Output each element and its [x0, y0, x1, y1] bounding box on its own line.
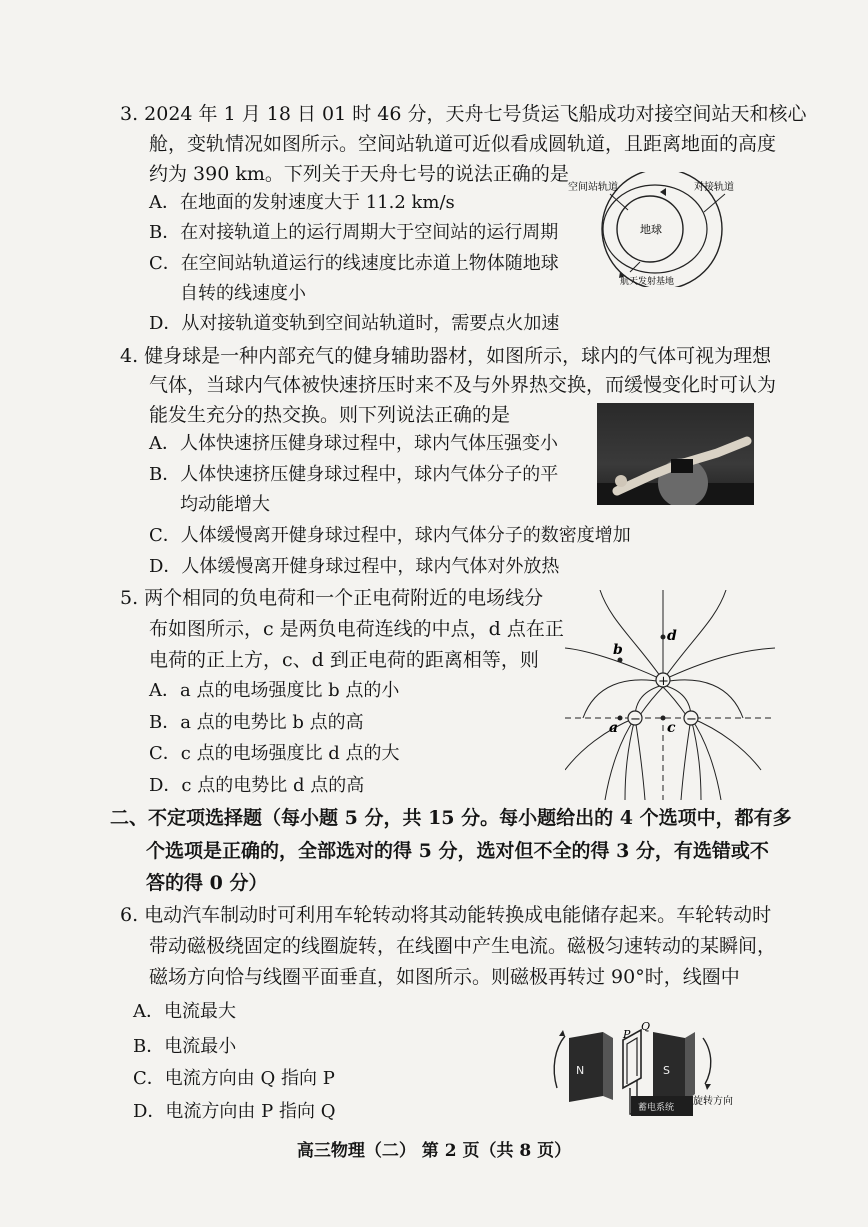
q4-line-2: 气体，当球内气体被快速挤压时来不及与外界热交换，而缓慢变化时可认为	[149, 374, 777, 396]
label-q: Q	[641, 1020, 651, 1033]
q4-option-c: C．人体缓慢离开健身球过程中，球内气体分子的数密度增加	[149, 525, 631, 546]
station-orbit-pointer	[610, 194, 628, 210]
label-rotation-direction: 旋转方向	[693, 1096, 733, 1107]
q4-option-d: D．人体缓慢离开健身球过程中，球内气体对外放热	[149, 556, 560, 577]
rotation-arrowhead-left	[559, 1030, 565, 1036]
q6-option-b: B．电流最小	[133, 1036, 237, 1057]
plus-sign: +	[658, 674, 669, 689]
coil-inner	[627, 1038, 637, 1084]
point-b	[618, 658, 623, 663]
point-d	[661, 635, 666, 640]
orbit-arrow	[660, 188, 666, 196]
q5-option-c: C．c 点的电场强度比 d 点的大	[149, 743, 400, 764]
point-c	[661, 716, 666, 721]
q5-line-2: 布如图所示，c 是两负电荷连线的中点，d 点在正	[149, 618, 564, 640]
rotation-arrowhead-right	[705, 1084, 711, 1090]
label-earth: 地球	[640, 223, 662, 236]
field-lines	[565, 590, 775, 800]
page-footer: 高三物理（二） 第 2 页（共 8 页）	[296, 1141, 572, 1161]
label-p: P	[623, 1028, 631, 1041]
q3-line-3: 约为 390 km。下列关于天舟七号的说法正确的是	[149, 163, 569, 185]
q6-line-2: 带动磁极绕固定的线圈旋转，在线圈中产生电流。磁极匀速转动的某瞬间，	[149, 935, 777, 957]
rotation-arrow-left	[554, 1036, 565, 1088]
q5-line-3: 电荷的正上方，c、d 到正电荷的距离相等，则	[149, 649, 539, 671]
label-docking-orbit: 对接轨道	[694, 182, 734, 193]
q4-line-1: 4. 健身球是一种内部充气的健身辅助器材，如图所示，球内的气体可视为理想	[120, 345, 772, 367]
q3-line-2: 舱，变轨情况如图所示。空间站轨道可近似看成圆轨道，且距离地面的高度	[149, 133, 777, 155]
q5-option-d: D．c 点的电势比 d 点的高	[149, 775, 365, 796]
label-d: d	[667, 628, 677, 644]
generator-figure	[545, 1018, 745, 1130]
q5-line-1: 5. 两个相同的负电荷和一个正电荷附近的电场线分	[120, 587, 544, 609]
magnet-n	[569, 1032, 603, 1102]
q3-option-d: D．从对接轨道变轨到空间站轨道时，需要点火加速	[149, 313, 560, 334]
q4-option-b-cont: 均动能增大	[180, 494, 270, 515]
q3-line-1: 3. 2024 年 1 月 18 日 01 时 46 分，天舟七号货运飞船成功对接空间站天和核心	[120, 103, 807, 125]
label-storage: 蓄电系统	[638, 1103, 675, 1113]
q4-option-b: B．人体快速挤压健身球过程中，球内气体分子的平	[149, 464, 559, 485]
electric-field-figure	[565, 590, 775, 800]
q6-option-c: C．电流方向由 Q 指向 P	[133, 1068, 335, 1089]
q4-line-3: 能发生充分的热交换。则下列说法正确的是	[149, 404, 511, 426]
label-n: N	[576, 1064, 585, 1077]
minus-sign-left: −	[630, 712, 641, 727]
q5-option-b: B．a 点的电势比 b 点的高	[149, 712, 364, 733]
label-b: b	[613, 642, 623, 658]
q3-option-c: C．在空间站轨道运行的线速度比赤道上物体随地球	[149, 253, 559, 274]
section2-line-1: 二、不定项选择题（每小题 5 分，共 15 分。每小题给出的 4 个选项中，都有多	[110, 807, 792, 829]
label-c: c	[667, 720, 676, 736]
q6-option-d: D．电流方向由 P 指向 Q	[133, 1101, 336, 1122]
fitness-ball-illustration	[597, 403, 754, 505]
label-a: a	[609, 720, 619, 736]
fitness-ball-photo	[597, 403, 754, 505]
q6-option-a: A．电流最大	[133, 1001, 236, 1022]
q6-line-3: 磁场方向恰与线圈平面垂直，如图所示。则磁极再转过 90°时，线圈中	[149, 966, 740, 988]
q3-option-c-cont: 自转的线速度小	[180, 283, 306, 304]
section2-line-3: 答的得 0 分）	[146, 872, 268, 894]
q3-option-a: A．在地面的发射速度大于 11.2 km/s	[149, 192, 455, 213]
label-station-orbit: 空间站轨道	[568, 182, 618, 193]
person-head	[615, 475, 627, 487]
person-shorts	[671, 459, 693, 473]
q6-line-1: 6. 电动汽车制动时可利用车轮转动将其动能转换成电能储存起来。车轮转动时	[120, 904, 772, 926]
orbit-figure	[560, 172, 740, 287]
magnet-s-side	[685, 1032, 695, 1102]
magnet-n-side	[603, 1032, 613, 1100]
q3-option-b: B．在对接轨道上的运行周期大于空间站的运行周期	[149, 222, 559, 243]
rotation-arrow-right	[703, 1038, 711, 1084]
label-launch-base: 航天发射基地	[620, 277, 675, 287]
point-a	[618, 716, 623, 721]
label-s: S	[663, 1064, 670, 1077]
q5-option-a: A．a 点的电场强度比 b 点的小	[149, 680, 400, 701]
docking-orbit-pointer	[704, 194, 725, 212]
minus-sign-right: −	[686, 712, 697, 727]
q4-option-a: A．人体快速挤压健身球过程中，球内气体压强变小	[149, 433, 558, 454]
section2-line-2: 个选项是正确的，全部选对的得 5 分，选对但不全的得 3 分，有选错或不	[146, 840, 769, 862]
wire-left	[630, 1088, 631, 1114]
